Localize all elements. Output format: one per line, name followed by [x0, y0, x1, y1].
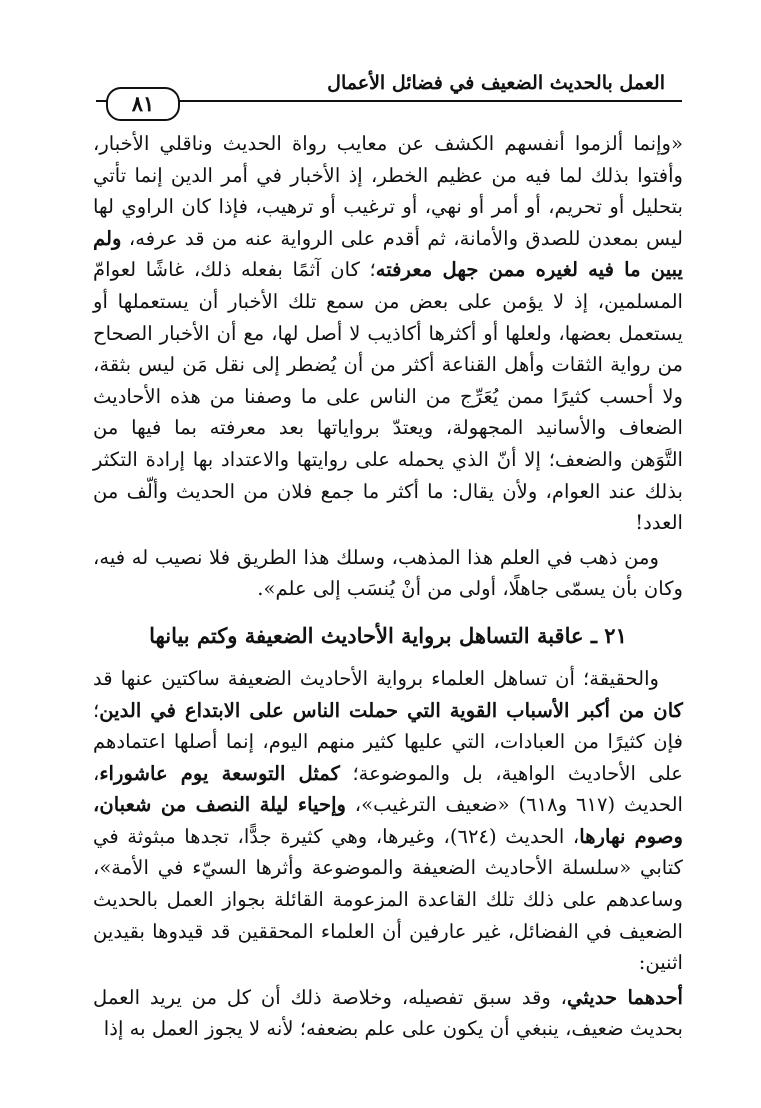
text-run: ، وقد سبق تفصيله، وخلاصة ذلك أن كل من يريد العمل بحديث ضعيف، ينبغي أن يكون على علم بضعفه؛ لأنه لا يجوز العمل به إذا: [93, 985, 683, 1041]
text-run: ، الحديث (٦١٧ و٦١٨) «ضعيف الترغيب»،: [93, 761, 683, 817]
section-heading: ٢١ ـ عاقبة التساهل برواية الأحاديث الضعيفة وكتم بيانها: [149, 622, 627, 648]
body-text: [93, 128, 683, 1045]
running-head-title: العمل بالحديث الضعيف في فضائل الأعمال: [327, 72, 665, 94]
body-paragraph: [93, 663, 683, 979]
header-rule: [96, 100, 682, 102]
bold-run: ولم يبين ما فيه لغيره ممن جهل معرفته: [93, 226, 683, 282]
text-run: ؛ كان آثمًا بفعله ذلك، غاشًا لعوامّ المسلمين، إذ لا يؤمن على بعض من سمع تلك الأخبار أن يستعملها أو يستعمل بعضها، ولعلها أو أكثرها أكاذيب لا أصل لها، مع أن الأخبار الصحاح من رواية الثقات وأهل القناعة أكثر من أن يُضطر إلى نقل مَن ليس بثقة، ولا أحسب كثيرًا ممن يُعَرِّج من الناس على ما وصفنا من هذه الأحاديث الضعاف والأسانيد المجهولة، ويعتدّ برواياتها بعد معرفته بما فيها من التَّوَهن والضعف؛ إلا أنّ الذي يحمله على روايتها والاعتداد بها إرادة التكثر بذلك عند العوام، ولأن يقال: ما أكثر ما جمع فلان من الحديث وألّف من العدد!: [93, 258, 683, 535]
bold-run: كان من أكبر الأسباب القوية التي حملت الناس على الابتداع في الدين: [99, 698, 683, 722]
quote-paragraph-end: [93, 542, 683, 605]
bold-run: أحدهما حديثي: [567, 985, 683, 1009]
text-run: «وإنما ألزموا أنفسهم الكشف عن معايب رواة الحديث وناقلي الأخبار، وأفتوا بذلك لما فيه من عظيم الخطر، إذ الأخبار في أمر الدين إنما تأتي بتحليل أو تحريم، أو أمر أو نهي، أو ترغيب أو ترهيب، فإذا كان الراوي لها ليس بمعدن للصدق والأمانة، ثم أقدم على الرواية عنه من قد عرفه،: [93, 132, 683, 250]
bold-run: كمثل التوسعة يوم عاشوراء: [99, 761, 340, 785]
page-number: ٨١: [106, 87, 180, 121]
body-paragraph: [93, 982, 683, 1045]
text-run: والحقيقة؛ أن تساهل العلماء برواية الأحاديث الضعيفة ساكتين عنها قد: [93, 666, 659, 690]
text-run: ، الحديث (٦٢٤)، وغيرها، وهي كثيرة جدًّا، تجدها مبثوثة في كتابي «سلسلة الأحاديث الضعيفة والموضوعة وأثرها السيّء في الأمة»، وساعدهم على ذلك تلك القاعدة المزعومة القائلة بجواز العمل بالحديث الضعيف في الفضائل، غير عارفين أن العلماء المحققين قد قيدوها بقيدين اثنين:: [93, 824, 683, 975]
text-run: ؛ فإن كثيرًا من العبادات، التي عليها كثير منهم اليوم، إنما أصلها اعتمادهم على الأحاديث الواهية، بل والموضوعة؛: [93, 698, 683, 785]
quote-paragraph: [93, 128, 683, 539]
bold-run: وإحياء ليلة النصف من شعبان، وصوم نهارها: [93, 793, 683, 848]
text-run: ومن ذهب في العلم هذا المذهب، وسلك هذا الطريق فلا نصيب له فيه، وكان بأن يسمّى جاهلًا، أولى من أنْ يُنسَب إلى علم».: [93, 545, 683, 601]
